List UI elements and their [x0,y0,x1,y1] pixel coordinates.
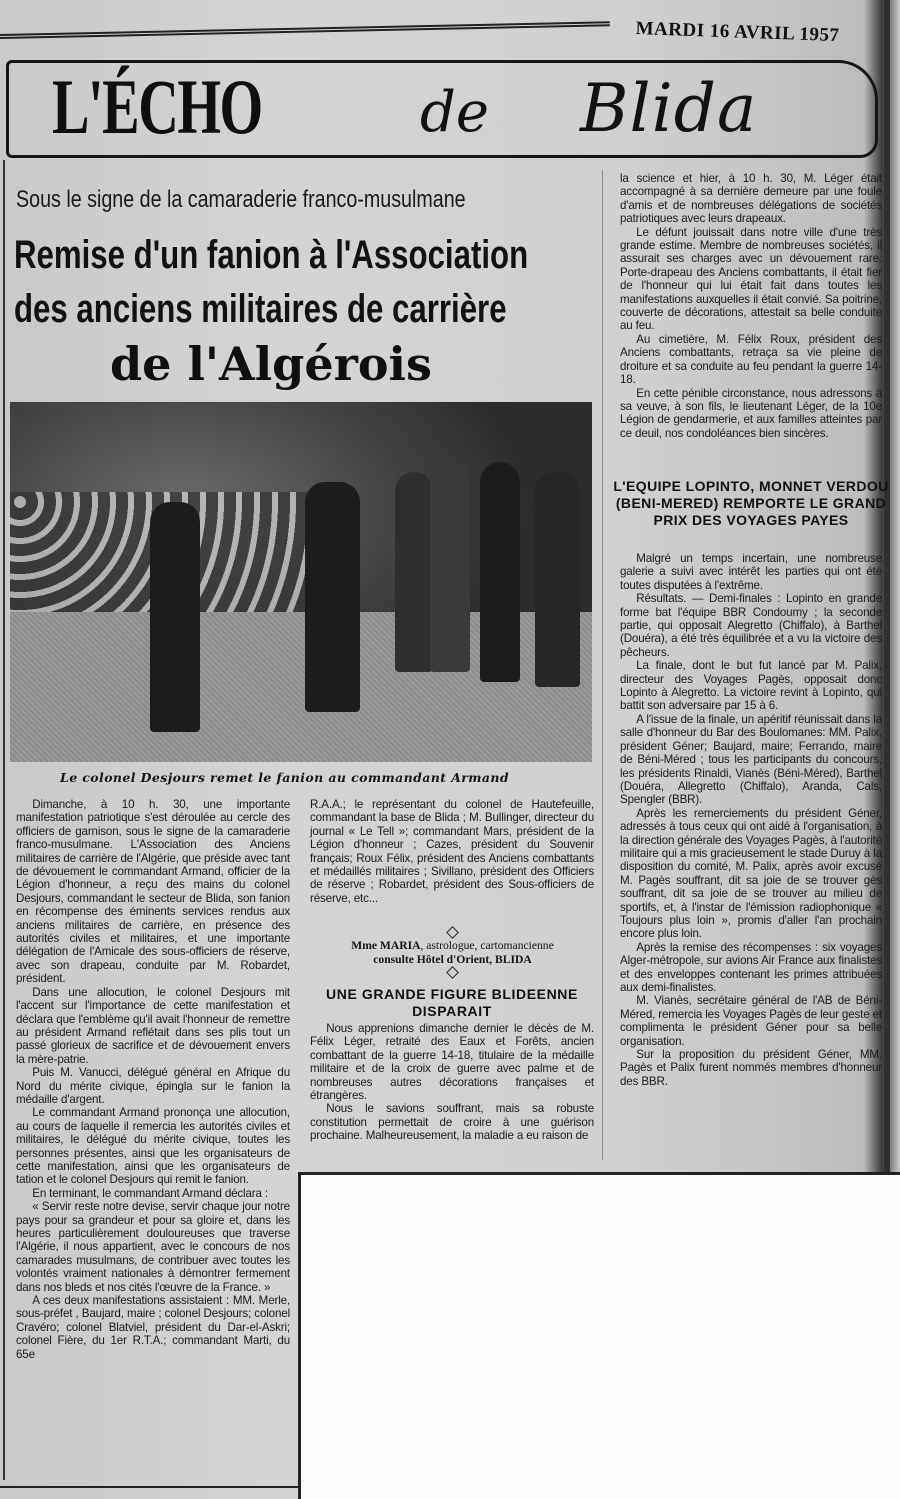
headline-line-3: de l'Algérois [110,337,432,391]
bottom-rule [0,1486,298,1488]
ad-text: , astrologue, cartomancienne [420,939,554,952]
headline-line-1: Remise d'un fanion à l'Association [14,233,529,277]
paragraph: Dimanche, à 10 h. 30, une importante manifestation patriotique s'est déroulée au cercle des officiers de garnison, sous le signe de la camaraderie franco-musulmane. L'Association des Anciens militaires de carrière de l'Algérie, que préside avec tant de dévouement le commandant Armand, officier de la Légion d'honneur, a reçu des mains du colonel Desjours, commandant le secteur de Blida, son fanion en récompense des éminents services rendus aux anciens militaires de carrière, en présence des autorités civiles et militaires, et une importante délégation de l'Amicale des sous-officiers de réserve, avec son drapeau, conduite par M. Robardet, président. [16,798,290,986]
paragraph: Au cimetière, M. Félix Roux, président des Anciens combattants, retraça sa vie pleine de droiture et sa conduite au feu pendant la guerre 14-18. [620,332,882,387]
advertisement [300,926,605,979]
paragraph: Résultats. — Demi-finales : Lopinto en grande forme bat l'équipe BBR Condoumy ; la seconde partie, qui opposait Alegretto (Chiffalo), à Barthel (Douéra), a été très équilibrée et a vu la victoire des pêcheurs. [620,592,882,659]
article-kicker: Sous le signe de la camaraderie franco-musulmane [16,186,466,213]
paragraph: Nous le savions souffrant, mais sa robuste constitution permettait de croire à une guérison prochaine. Malheureusement, la maladie a eu raison de [310,1102,594,1143]
main-article-body [16,798,290,1361]
paragraph: Malgré un temps incertain, une nombreuse galerie a suivi avec intérêt les parties qui ont été toutes disputées à l'extrême. [620,552,882,592]
paragraph: A ces deux manifestations assistaient : MM. Merle, sous-préfet , Baujard, maire ; colonel Desjours; colonel Cravéro; colonel Blatviel, président du Dar-el-Askri; colonel Fière, du 1er R.T.A.; commandant Marti, du 65e [16,1294,290,1361]
paragraph: Dans une allocution, le colonel Desjours mit l'accent sur l'importance de cette manifestation et déclara que l'emblème qu'il avait l'honneur de remettre au président Armand reflétait dans ses plis tout un passé glorieux de sacrifice et de dévouement envers la mère-patrie. [16,985,290,1066]
obituary-continuation [620,172,882,440]
paragraph: la science et hier, à 10 h. 30, M. Léger était accompagné à sa dernière demeure par une foule d'amis et de nombreuses délégations de sociétés patriotiques avec leurs drapeaux. [620,172,882,226]
left-border-rule [3,160,5,1480]
article-photo [10,402,592,762]
paragraph: La finale, dont le but fut lancé par M. Palix, directeur des Voyages Pagès, opposait donc Lopinto à Alegretto. La victoire revint à Lopinto, qui battit son adversaire par 15 à 6. [620,659,882,713]
paragraph: Le commandant Armand prononça une allocution, au cours de laquelle il remercia les autorités civiles et militaires, le délégué du mérite civique, toutes les personnes présentes, ainsi que les organisateurs de cette manifestation, ainsi que les organisateurs de tation et le colonel Desjours qui remit le fanion. [16,1106,290,1187]
main-article-continuation [310,798,594,905]
obituary-headline: UNE GRANDE FIGURE BLIDEENNE DISPARAIT [326,986,578,1019]
paragraph: En terminant, le commandant Armand déclara : [32,1186,268,1200]
sports-headline: L'EQUIPE LOPINTO, MONNET VERDOU (BENI-MERED) REMPORTE LE GRAND PRIX DES VOYAGES PAYES [613,478,889,528]
paragraph: Après la remise des récompenses : six voyages Alger-métropole, sur avions Air France aux finalistes et des enveloppes contenant les primes attribuées aux demi-finalistes. [620,940,882,994]
article-headline [14,228,528,336]
photo-figure-officer [535,472,580,687]
photo-caption: Le colonel Desjours remet le fanion au commandant Armand [60,770,510,785]
paragraph: « Servir reste notre devise, servir chaque jour notre pays pour sa grandeur et pour sa gloire et, dans les heures particulièrement douloureuses que traverse l'Algérie, il nous appartient, avec le concours de nos camarades musulmans, de contribuer avec toutes les volontés vraiment nationales à démontrer fermement dans nos bleds et nos cités l'œuvre de la France. » [16,1200,290,1294]
paragraph: M. Vianès, secrétaire général de l'AB de Béni-Méred, remercia les Voyages Pagès de leur geste et complimenta le président Géner pour sa belle organisation. [620,994,882,1048]
masthead-title-de: de [420,80,489,145]
headline-line-2: des anciens militaires de carrière [14,287,507,331]
ad-name: Mme MARIA [351,939,421,952]
ad-location: consulte Hôtel d'Orient, BLIDA [373,952,532,966]
photo-figure-colonel [150,502,200,732]
obituary-body [310,1022,594,1143]
photo-figure-officer [480,462,520,682]
masthead-title-echo: L'ÉCHO [52,63,262,150]
photo-figure-commandant [305,482,360,712]
paragraph: A l'issue de la finale, un apéritif réunissait dans la salle d'honneur du Bar des Boulomanes: MM. Palix, président Géner; Baujard, maire; Ferrando, maire de Béni-Méred ; tous les participants du concours, les présidents Rinaldi, Vianès (Béni-Méred), Barthel (Douéra, Allegretto (Chiffalo), Aranda, Cals, Spengler (BBR). [620,712,882,807]
page-edge-shadow [884,0,890,1172]
paragraph: Le défunt jouissait dans notre ville d'une très grande estime. Membre de nombreuses sociétés, il assurait ses charges avec un dévouement rare. Porte-drapeau des Anciens combattants, il était fier de l'honneur qui lui était fait dans toutes les manifestations auxquelles il était convié. Sa poitrine, couverte de décorations, attestait sa belle conduite au feu. [620,225,882,333]
photo-figure-officer [430,462,470,672]
paragraph: Puis M. Vanucci, délégué général en Afrique du Nord du mérite civique, épingla sur le fanion la médaille d'argent. [16,1066,290,1106]
blank-cutout-area [298,1172,900,1499]
masthead-title-blida: Blida [580,70,758,147]
issue-date: MARDI 16 AVRIL 1957 [635,18,840,47]
diamond-ornament-icon [446,966,459,979]
paragraph: Sur la proposition du président Géner, MM. Pagès et Palix furent nommés membres d'honneur des BBR. [620,1048,882,1088]
paragraph: En cette pénible circonstance, nous adressons à sa veuve, à son fils, le lieutenant Léger, de la 10e Légion de gendarmerie, et aux familles atteintes par ce deuil, nos condoléances bien sincères. [620,386,882,440]
column-separator [602,170,603,1160]
paragraph: Après les remerciements du président Géner, adressés à tous ceux qui ont aidé à l'organisation, à la direction générale des Voyages Pagès, à l'autorité militaire qui a mis gracieusement le stade Duruy à la disposition du comité, M. Palix, après avoir excusé M. Pagès souffrant, dit sa joie de se trouver gès souffrant, dit sa joie de se trouver au milieu de sportifs, et, à l'instar de l'émission radiophonique « Toujours plus loin », promis d'aller l'an prochain encore plus loin. [620,806,882,941]
photo-figure-officer [395,472,433,672]
sports-article-body [620,552,882,1088]
diamond-ornament-icon [446,926,459,939]
paragraph: Nous apprenions dimanche dernier le décès de M. Félix Léger, retraité des Eaux et Forêts, ancien combattant de la guerre 14-18, titulaire de la médaille militaire et de la croix de guerre avec palme et de nombreuses autres décorations françaises et étrangères. [310,1022,594,1103]
paragraph: R.A.A.; le représentant du colonel de Hautefeuille, commandant la base de Blida ; M. Bullinger, directeur du journal « Le Tell »; commandant Mars, président de la Légion d'honneur ; Cazes, président du Souvenir français; Roux Félix, président des Anciens combattants et médaillés militaires ; Sivillano, président des Officiers de réserve ; Robardet, président des Sous-officiers de réserve, etc... [310,798,594,905]
